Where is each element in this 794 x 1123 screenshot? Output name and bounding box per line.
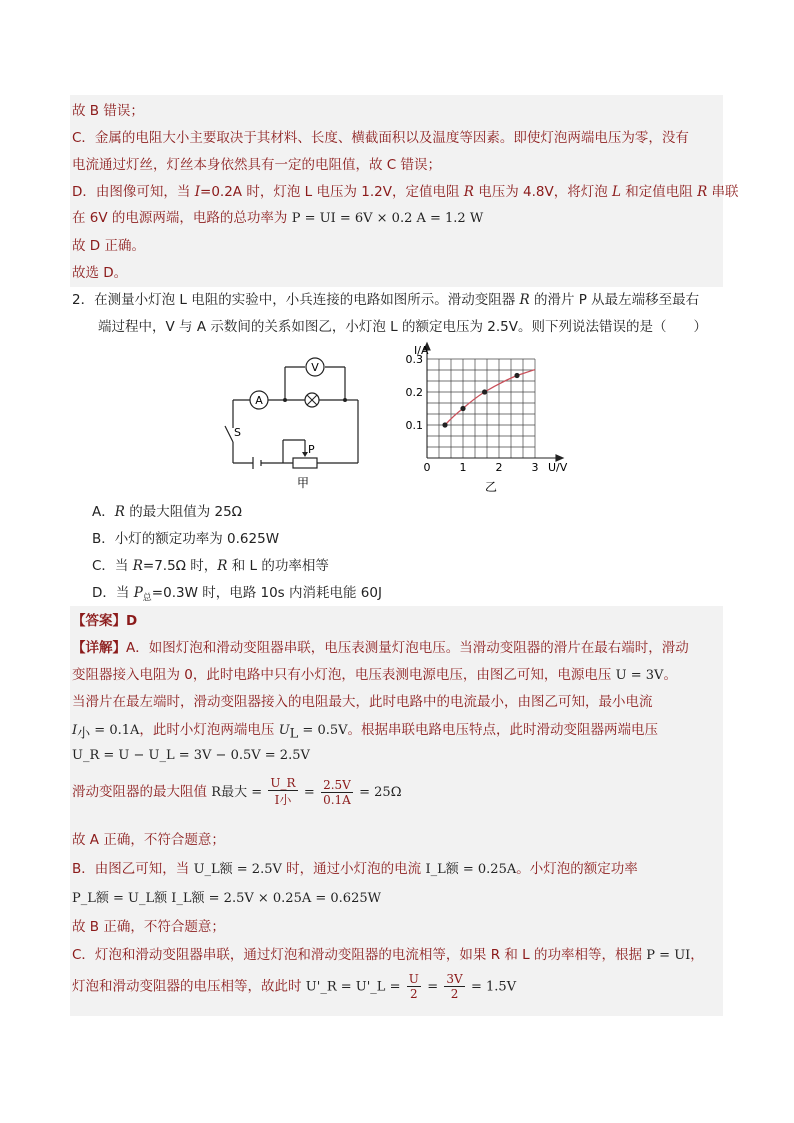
iu-curve xyxy=(445,370,535,425)
y-tick-label: 0.2 xyxy=(405,386,423,399)
detail-line-2: 变阻器接入电阻为 0，此时电路中只有小灯泡，电压表测电源电压，由图乙可知，电源电压 U = 3V。 xyxy=(72,667,677,683)
prev-line-6: 故 D 正确。 xyxy=(72,238,145,254)
option-d: D．当 $P_总=0.3W$ 时，电路 10s 内消耗电能 60J xyxy=(92,585,382,604)
detail-line-7: 故 A 正确，不符合题意； xyxy=(72,832,225,848)
slider-label: P xyxy=(308,443,315,456)
detail-line-1: 【详解】A．如图灯泡和滑动变阻器串联，电压表测量灯泡电压。当滑动变阻器的滑片在最右端时，滑动 xyxy=(72,640,689,656)
y-tick-label: 0.3 xyxy=(405,353,423,366)
switch-label: S xyxy=(234,426,241,439)
data-point xyxy=(442,422,447,427)
option-b: B．小灯的额定功率为 0.625W xyxy=(92,531,280,547)
data-point xyxy=(460,406,465,411)
detail-line-4: $I_小 = 0.1A$，此时小灯泡两端电压 $U_L = 0.5V$。根据串联电路电压特点，此时滑动变阻器两端电压 xyxy=(72,722,659,742)
prev-line-1: 故 B 错误； xyxy=(72,103,144,119)
question-2-line-2: 端过程中，V 与 A 示数间的关系如图乙，小灯泡 L 的额定电压为 2.5V。则下列说法错误的是（ ） xyxy=(98,319,707,335)
ammeter-label: A xyxy=(255,394,263,407)
x-tick-label: 1 xyxy=(459,461,467,474)
figure-caption-yi: 乙 xyxy=(484,480,498,494)
prev-line-7: 故选 D。 xyxy=(72,265,128,281)
prev-line-3: 电流通过灯丝，灯丝本身依然具有一定的电阻值，故 C 错误； xyxy=(72,157,442,173)
detail-line-6: 滑动变阻器的最大阻值 R最大 = $\frac{U\_R}{\text{I小}}$ = $\frac{2.5V}{0.1A}$ = 25Ω xyxy=(72,776,402,807)
detail-line-8: B．由图乙可知，当 U_L额 = 2.5V 时，通过小灯泡的电流 I_L额 = 0.25A。小灯泡的额定功率 xyxy=(72,861,638,877)
detail-line-11: C．灯泡和滑动变阻器串联，通过灯泡和滑动变阻器的电流相等，如果 R 和 L 的功率相等，根据 P = UI， xyxy=(72,947,704,963)
prev-line-5: 在 6V 的电源两端，电路的总功率为 P = UI = 6V × 0.2 A = 1.2 W xyxy=(72,210,484,226)
prev-line-4: D．由图像可知，当 I=0.2A 时，灯泡 L 电压为 1.2V，定值电阻 R 电压为 4.8V，将灯泡 L 和定值电阻 R 串联 xyxy=(72,184,739,200)
x-axis-label: U/V xyxy=(548,461,568,474)
x-tick-label: 2 xyxy=(495,461,503,474)
origin-label: 0 xyxy=(423,461,431,474)
detail-line-5: U_R = U − U_L = 3V − 0.5V = 2.5V xyxy=(72,748,310,763)
option-a: A．R 的最大阻值为 25Ω xyxy=(92,504,242,520)
detail-line-9: P_L额 = U_L额 I_L额 = 2.5V × 0.25A = 0.625W xyxy=(72,891,381,906)
voltmeter-label: V xyxy=(311,361,319,374)
option-c: C．当 R=7.5Ω 时，R 和 L 的功率相等 xyxy=(92,558,329,574)
detail-line-12: 灯泡和滑动变阻器的电压相等，故此时 U'_R = U'_L = $\frac{U}{2}$ = $\frac{3V}{2}$ = 1.5V xyxy=(72,972,517,1001)
answer-label: 【答案】D xyxy=(72,613,138,629)
data-point xyxy=(514,373,519,378)
question-2-line-1: 2．在测量小灯泡 L 电阻的实验中，小兵连接的电路如图所示。滑动变阻器 R 的滑片 P 从最左端移至最右 xyxy=(72,292,700,308)
figure-caption-jia: 甲 xyxy=(296,476,310,490)
detail-line-10: 故 B 正确，不符合题意； xyxy=(72,919,225,935)
y-tick-label: 0.1 xyxy=(405,419,423,432)
data-point xyxy=(482,389,487,394)
x-tick-label: 3 xyxy=(531,461,539,474)
iu-graph xyxy=(400,340,580,495)
y-axis-label: I/A xyxy=(414,344,429,357)
circuit-diagram xyxy=(215,350,365,490)
detail-line-3: 当滑片在最左端时，滑动变阻器接入的电阻最大，此时电路中的电流最小，由图乙可知，最小电流 xyxy=(72,694,653,710)
prev-line-2: C．金属的电阻大小主要取决于其材料、长度、横截面积以及温度等因素。即使灯泡两端电压为零，没有 xyxy=(72,130,689,146)
